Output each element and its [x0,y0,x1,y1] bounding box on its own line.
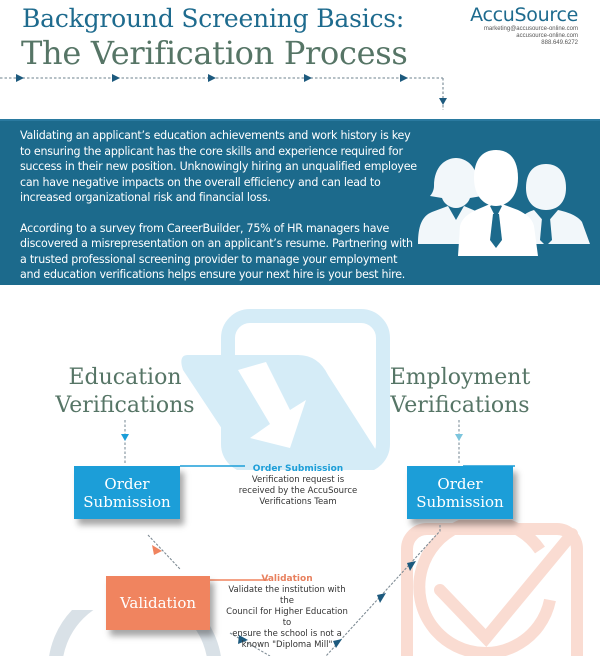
employment-heading-line1: Employment [389,365,531,390]
intro-paragraph-2: According to a survey from CareerBuilder, 75% of HR managers have discovered a misrepresentation on an applicant’s resume. Partnering with a trusted professional screening provider to manage your employment and education verifications helps ensure your next hire is your best hire. [20,221,413,281]
logo-website[interactable]: accusource-online.com [516,33,578,39]
order-submission-title: Order Submission [252,464,344,474]
accusource-logo [470,4,578,47]
validation-title: Validation [261,574,313,584]
employment-heading-line2: Verifications [390,393,530,418]
logo-name: AccuSource [470,4,578,26]
order-submission-box-education[interactable] [74,466,180,519]
logo-phone: 888.649.6272 [541,40,578,46]
order-desc-line3: Verifications Team [259,497,337,507]
validation-description [222,574,352,651]
download-folder-watermark-icon [178,300,408,470]
education-down-arrow-icon [120,420,130,465]
validation-box-label: Validation [119,594,197,612]
logo-email[interactable]: marketing@accusource-online.com [483,26,578,32]
validation-box[interactable] [106,576,210,630]
order-box-line2: Submission [416,492,504,511]
validation-desc-line2: Council for Higher Education to [226,607,348,628]
order-box-line1: Order [104,474,150,493]
intro-text [20,128,420,283]
top-dashed-arrow-line [0,70,460,110]
intro-paragraph-1: Validating an applicant’s education achievements and work history is key to ensuring the applicant has the core skills and experience required for success in their new position. Unknowingly hiring an unqualified employee can have negative impacts on the overall efficiency and can lead to increased organizational risk and financial loss. [20,129,417,204]
education-heading-line2: Verifications [55,393,195,418]
education-heading-line1: Education [68,365,182,390]
validation-desc-line3: ensure the school is not a [232,629,342,639]
order-submission-box-employment[interactable] [407,466,513,519]
validation-desc-line4: known "Diploma Mill" [241,640,333,650]
order-desc-line1: Verification request is [251,475,345,485]
business-team-icon [418,148,590,258]
title-line-1: Background Screening Basics: [22,4,405,33]
title-line-2: The Verification Process [21,34,408,72]
order-desc-line2: received by the AccuSource [238,486,358,496]
order-box-line2: Submission [83,492,171,511]
order-box-line1: Order [437,474,483,493]
validation-desc-line1: Validate the institution with the [228,585,346,606]
employment-verifications-heading [380,364,540,420]
order-submission-description [238,464,358,508]
education-verifications-heading [40,364,210,420]
employment-down-arrow-icon [454,420,464,465]
